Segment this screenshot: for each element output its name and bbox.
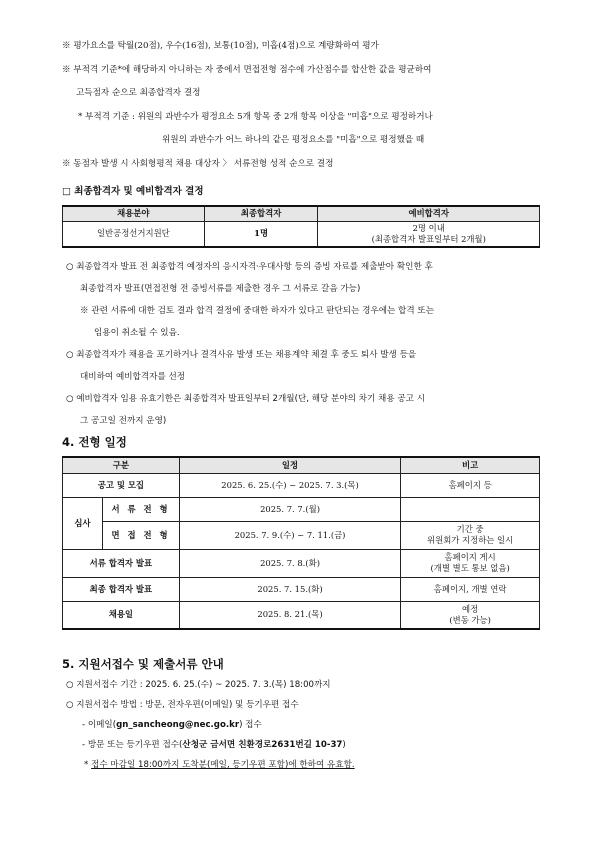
apply-email-prefix: - 이메일( [82,720,117,730]
note-tiebreak: ※ 동점자 발생 시 사회형평적 채용 대상자 〉 서류전형 성적 순으로 결정 [62,159,334,169]
note-announce: 홈페이지 등 [401,473,540,497]
note-hire [401,601,540,629]
note-interview [401,521,540,549]
note-scoring: ※ 평가요소를 탁월(20점), 우수(16점), 보통(10점), 미흡(4점)으로 계량화하여 평가 [62,41,379,51]
label-doc-result: 서류 합격자 발표 [63,549,180,577]
note-final-result: 홈페이지, 개별 연락 [401,577,540,601]
note-doc-result-line1: 홈페이지 게시 [444,552,496,562]
header-category: 구분 [63,457,180,473]
label-review-group: 심사 [63,497,103,549]
schedule-row-announce [63,473,540,497]
schedule-row-hire [63,601,540,629]
apply-method: ○ 지원서접수 방법 : 방문, 전자우편(이메일) 및 등기우편 접수 [66,700,299,710]
date-final-result: 2025. 7. 15.(화) [179,577,401,601]
cell-reserve-line1: 2명 이내 [412,222,445,233]
note-doc-result [401,549,540,577]
label-interview: 면 접 전 형 [102,521,179,549]
bullet-final-4a: ○ 예비합격자 임용 유효기한은 최종합격자 발표일부터 2개월(단, 해당 분야의 차기 채용 공고 시 [66,394,425,404]
note-hire-line2: (변동 가능) [449,614,491,625]
apply-visit-line [82,739,346,752]
apply-email-suffix: ) 접수 [239,720,262,730]
date-announce: 2025. 6. 25.(수) ~ 2025. 7. 3.(목) [179,473,401,497]
label-announce: 공고 및 모집 [63,473,180,497]
note-disqualify-2: 위원의 과반수가 어느 하나의 같은 평정요소를 "미흡"으로 평정했을 때 [162,135,425,145]
bullet-final-3b: 대비하여 예비합격자를 선정 [80,372,186,382]
final-table [62,205,540,248]
date-hire: 2025. 8. 21.(목) [179,601,401,629]
schedule-row-final-result [63,577,540,601]
schedule-header [63,457,540,473]
date-interview: 2025. 7. 9.(수) ~ 7. 11.(금) [179,521,401,549]
section-title-application: 5. 지원서접수 및 제출서류 안내 [62,657,224,671]
bullet-final-2a: ※ 관련 서류에 대한 검토 결과 합격 결정에 중대한 하자가 있다고 판단되는 경우에는 합격 또는 [80,306,434,316]
note-interview-line1: 기간 중 [456,524,484,534]
bullet-final-4b: 그 공고일 전까지 운영) [80,416,167,426]
bullet-final-1b: 최종합격자 발표(면접전형 전 증빙서류를 제출한 경우 그 서류로 갈음 가능) [80,284,361,294]
date-document: 2025. 7. 7.(월) [179,497,401,521]
label-final-result: 최종 합격자 발표 [63,577,180,601]
note-document [401,497,540,521]
schedule-row-interview [63,521,540,549]
bullet-final-2b: 임용이 취소될 수 있음. [94,328,180,338]
cell-final: 1명 [204,221,318,247]
header-field: 채용분야 [63,206,205,221]
apply-deadline-line [84,759,355,772]
apply-period: ○ 지원서접수 기간 : 2025. 6. 25.(수) ~ 2025. 7. 3.(목) 18:00까지 [66,680,331,690]
bullet-final-3a: ○ 최종합격자가 채용을 포기하거나 결격사유 발생 또는 채용계약 체결 후 중도 퇴사 발생 등을 [66,350,417,360]
note-doc-result-line2: (개별 별도 통보 없음) [430,563,510,573]
final-table-header [63,206,540,221]
apply-visit-prefix: - 방문 또는 등기우편 접수( [82,740,183,750]
note-selection-1: ※ 부적격 기준*에 해당하지 아니하는 자 중에서 면접전형 점수에 가산점수를 합산한 값을 평균하여 [62,65,432,75]
apply-visit-address: 산청군 금서면 친환경로2631번길 10-37 [182,740,343,750]
bullet-final-1a: ○ 최종합격자 발표 전 최종합격 예정자의 응시자격·우대사항 등의 증빙 자료를 제출받아 확인한 후 [66,262,433,272]
cell-field: 일반공정선거지원단 [63,221,205,247]
label-document: 서 류 전 형 [102,497,179,521]
cell-reserve [318,221,540,247]
apply-visit-suffix: ) [342,740,346,750]
apply-deadline-text: 접수 마감일 18:00까지 도착분(메일, 등기우편 포함)에 한하여 유효함. [91,760,355,770]
note-hire-line1: 예정 [462,603,479,614]
apply-email-address[interactable]: gn_sancheong@nec.go.kr [116,720,240,730]
label-hire: 채용일 [63,601,180,629]
note-disqualify-1: * 부적격 기준 : 위원의 과반수가 평정요소 5개 항목 중 2개 항목 이상을 "미흡"으로 평정하거나 [78,112,433,122]
header-reserve: 예비합격자 [318,206,540,221]
apply-deadline-star: * [84,760,89,770]
note-interview-line2: 위원회가 지정하는 일시 [427,535,514,545]
section-title-final: □ 최종합격자 및 예비합격자 결정 [62,186,204,197]
header-note: 비고 [401,457,540,473]
header-date: 일정 [179,457,401,473]
schedule-row-doc-result [63,549,540,577]
schedule-row-document [63,497,540,521]
apply-email-line [82,719,262,732]
section-title-schedule: 4. 전형 일정 [62,435,127,449]
date-doc-result: 2025. 7. 8.(화) [179,549,401,577]
note-selection-2: 고득점자 순으로 최종합격자 결정 [76,88,201,98]
schedule-table [62,456,540,630]
cell-reserve-line2: (최종합격자 발표일부터 2개월) [371,233,486,244]
final-table-row [63,221,540,247]
header-final: 최종합격자 [204,206,318,221]
